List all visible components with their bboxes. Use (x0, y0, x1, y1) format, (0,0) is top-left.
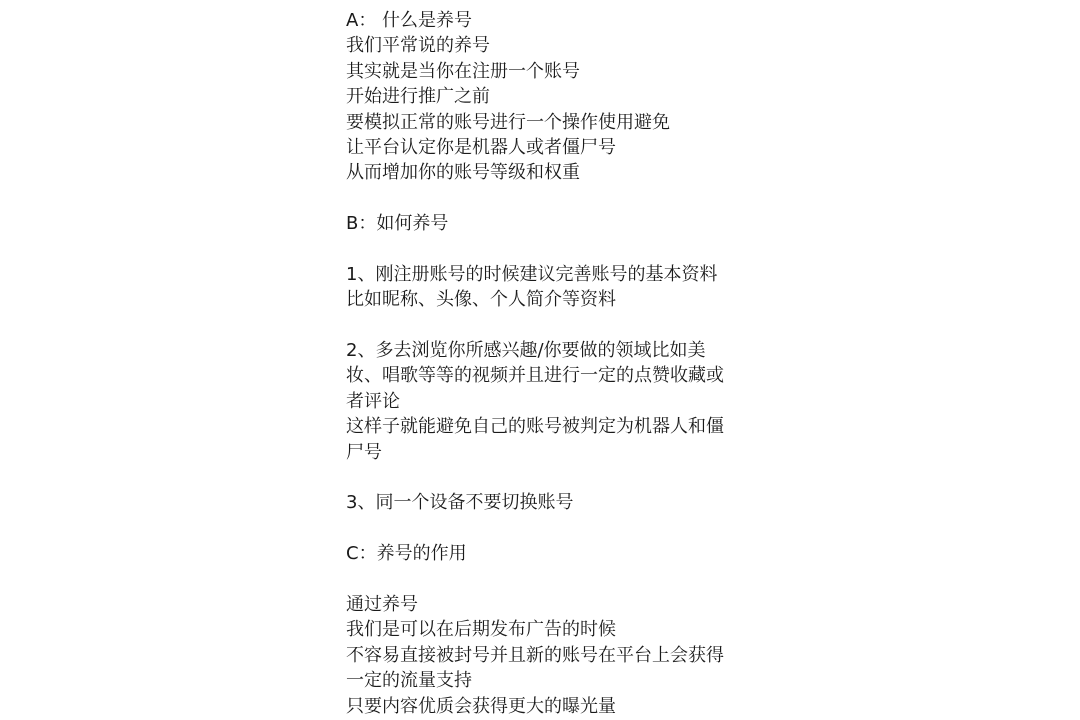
text-line: 只要内容优质会获得更大的曝光量 (346, 695, 616, 717)
text-line: 开始进行推广之前 (346, 86, 490, 108)
text-line: 2、多去浏览你所感兴趣/你要做的领域比如美 (346, 340, 706, 362)
blank-line (346, 516, 746, 541)
text-line: 通过养号 (346, 593, 418, 615)
text-line: 不容易直接被封号并且新的账号在平台上会获得 (346, 644, 724, 666)
text-line: 比如昵称、头像、个人简介等资料 (346, 289, 616, 311)
blank-line (346, 237, 746, 262)
blank-line (346, 186, 746, 211)
text-line: 1、刚注册账号的时候建议完善账号的基本资料 (346, 263, 718, 285)
blank-line (346, 567, 746, 592)
blank-line (346, 465, 746, 490)
blank-line (346, 313, 746, 338)
heading-b: B：如何养号 (346, 213, 449, 235)
text-line: 从而增加你的账号等级和权重 (346, 162, 580, 184)
text-line: 者评论 (346, 390, 400, 412)
heading-a: A： 什么是养号 (346, 10, 473, 31)
text-line: 让平台认定你是机器人或者僵尸号 (346, 136, 616, 158)
section-c (346, 541, 746, 566)
section-c-body (346, 592, 746, 719)
text-line: 一定的流量支持 (346, 670, 472, 692)
section-a (346, 8, 746, 186)
section-b (346, 211, 746, 236)
text-line: 我们平常说的养号 (346, 35, 490, 57)
text-line: 这样子就能避免自己的账号被判定为机器人和僵 (346, 416, 724, 438)
document-body (346, 8, 746, 719)
text-line: 3、同一个设备不要切换账号 (346, 492, 574, 514)
text-line: 其实就是当你在注册一个账号 (346, 60, 580, 82)
text-line: 我们是可以在后期发布广告的时候 (346, 619, 616, 641)
text-line: 尸号 (346, 441, 382, 463)
section-b-item-3 (346, 490, 746, 515)
section-b-item-1 (346, 262, 746, 313)
text-line: 要模拟正常的账号进行一个操作使用避免 (346, 111, 670, 133)
text-line: 妆、唱歌等等的视频并且进行一定的点赞收藏或 (346, 365, 724, 387)
heading-c: C：养号的作用 (346, 543, 467, 565)
section-b-item-2 (346, 338, 746, 465)
